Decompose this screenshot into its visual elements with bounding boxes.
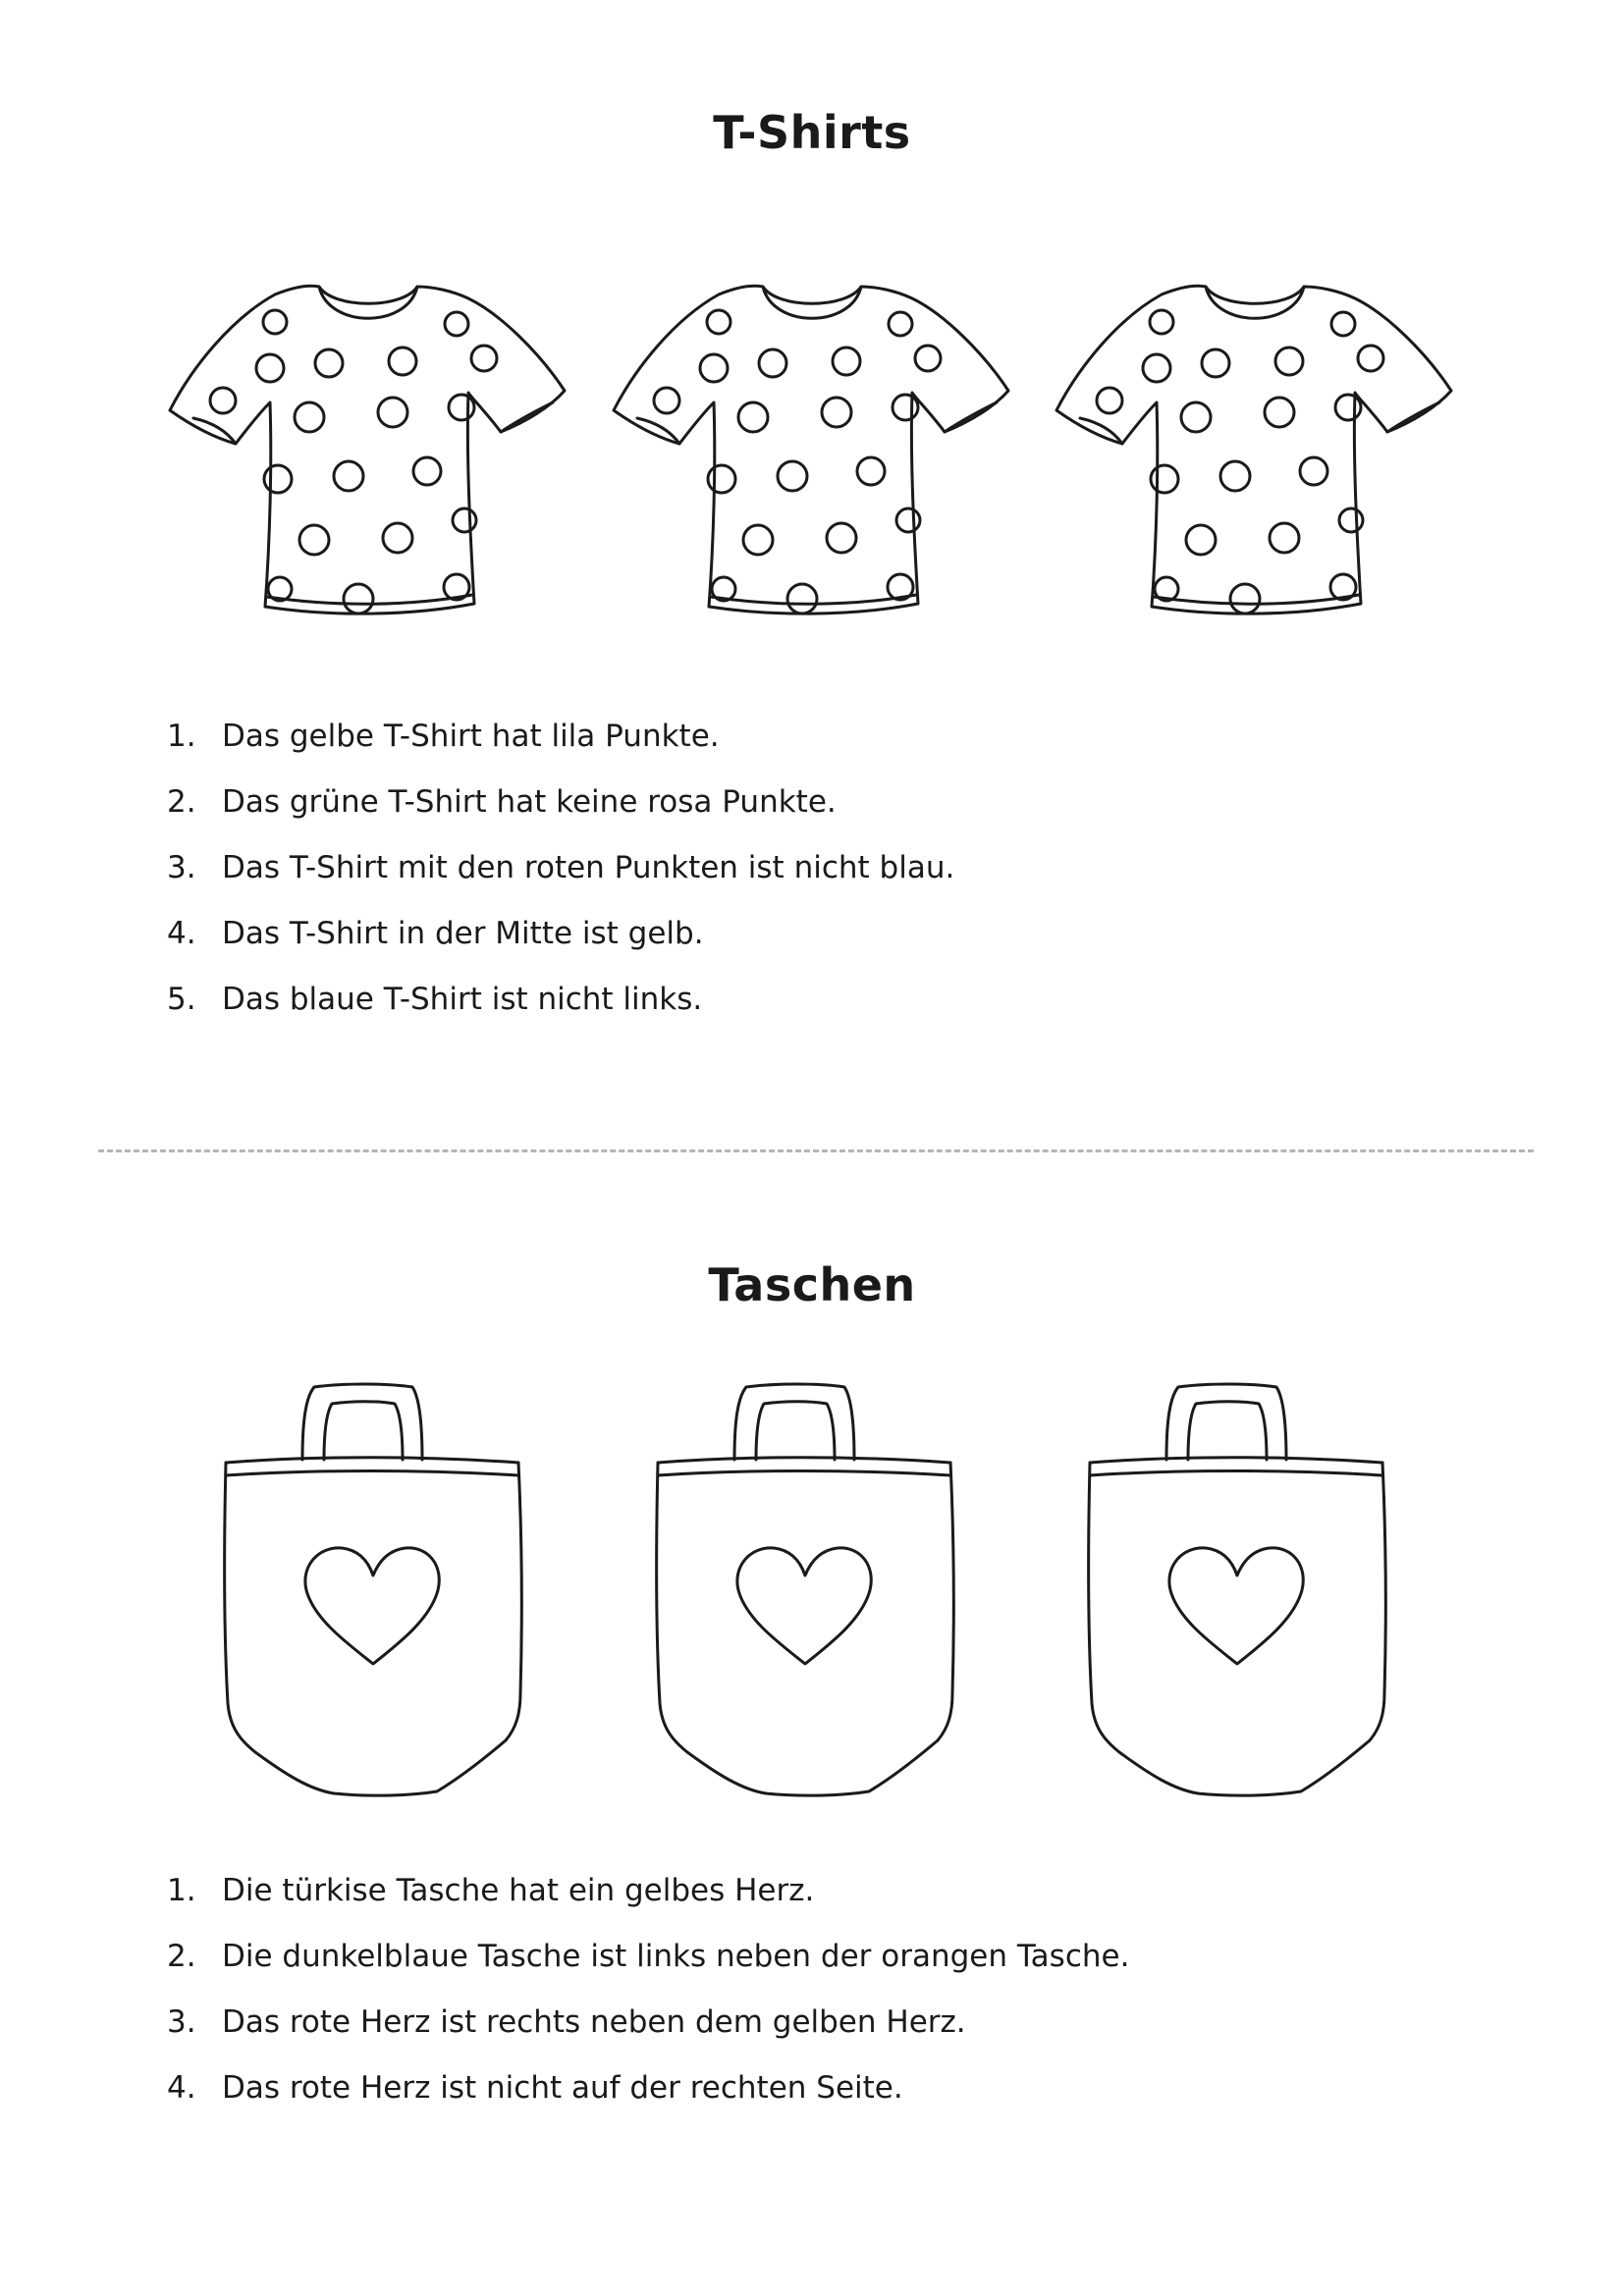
t-shirt-with-dots-icon bbox=[1049, 275, 1461, 628]
clue-number: 3. bbox=[167, 2004, 196, 2040]
list-item bbox=[167, 1871, 1129, 1937]
clue-number: 4. bbox=[167, 2070, 196, 2106]
t-shirt-with-dots-icon bbox=[606, 275, 1018, 628]
clue-number: 3. bbox=[167, 850, 196, 885]
clue-number: 5. bbox=[167, 982, 196, 1017]
clue-number: 1. bbox=[167, 719, 196, 754]
list-item bbox=[167, 1937, 1129, 2002]
clue-number: 4. bbox=[167, 916, 196, 951]
clue-text: Das rote Herz ist nicht auf der rechten Seite. bbox=[222, 2070, 903, 2106]
shirt-clue-list bbox=[167, 717, 954, 1045]
clue-number: 2. bbox=[167, 1939, 196, 1974]
list-item bbox=[167, 717, 954, 782]
clue-text: Das blaue T-Shirt ist nicht links. bbox=[222, 982, 703, 1017]
list-item bbox=[167, 2068, 1129, 2134]
shirts-figure-row bbox=[0, 275, 1624, 628]
section-title-shirts: T-Shirts bbox=[713, 106, 911, 159]
clue-text: Das grüne T-Shirt hat keine rosa Punkte. bbox=[222, 784, 837, 820]
clue-number: 2. bbox=[167, 784, 196, 820]
list-item bbox=[167, 782, 954, 848]
list-item bbox=[167, 2002, 1129, 2068]
clue-number: 1. bbox=[167, 1873, 196, 1908]
list-item bbox=[167, 848, 954, 914]
clue-text: Die dunkelblaue Tasche ist links neben der orangen Tasche. bbox=[222, 1939, 1130, 1974]
bags-figure-row bbox=[0, 1369, 1624, 1801]
bag-clue-list bbox=[167, 1871, 1129, 2134]
tote-bag-with-heart-icon bbox=[648, 1369, 962, 1801]
clue-text: Das rote Herz ist rechts neben dem gelben Herz. bbox=[222, 2004, 966, 2040]
section-title-bags: Taschen bbox=[708, 1258, 916, 1311]
list-item bbox=[167, 914, 954, 980]
tote-bag-with-heart-icon bbox=[216, 1369, 530, 1801]
t-shirt-with-dots-icon bbox=[162, 275, 574, 628]
clue-text: Das T-Shirt mit den roten Punkten ist nicht blau. bbox=[222, 850, 955, 885]
clue-text: Das gelbe T-Shirt hat lila Punkte. bbox=[222, 719, 720, 754]
tote-bag-with-heart-icon bbox=[1080, 1369, 1394, 1801]
dashed-separator bbox=[98, 1149, 1534, 1152]
clue-text: Die türkise Tasche hat ein gelbes Herz. bbox=[222, 1873, 815, 1908]
clue-text: Das T-Shirt in der Mitte ist gelb. bbox=[222, 916, 704, 951]
list-item bbox=[167, 980, 954, 1045]
